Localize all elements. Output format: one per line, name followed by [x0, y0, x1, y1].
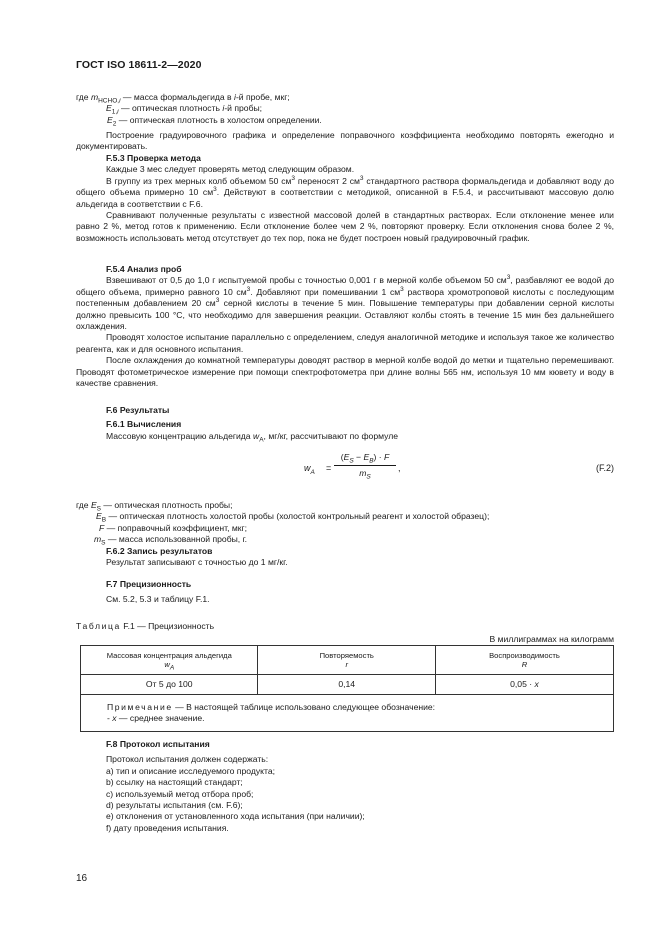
superscript: 3 [213, 186, 217, 194]
table-header-row [81, 646, 614, 675]
section-heading: F.8 Протокол испытания [106, 739, 210, 749]
definition-text: — оптическая плотность холостой пробы (холостой контрольный реагент и холостой образец); [106, 511, 490, 522]
paragraph [76, 431, 614, 442]
section-heading: F.5.4 Анализ проб [106, 264, 182, 274]
symbol: E [106, 103, 112, 114]
symbol: E [96, 511, 102, 522]
definition-text: — оптическая плотность [118, 103, 223, 114]
subscript: S [366, 474, 371, 482]
header-cell-repeatability [258, 646, 435, 675]
section-heading: F.6 Результаты [106, 405, 170, 415]
cell-repeatability: 0,14 [258, 675, 435, 695]
table-note-row [81, 695, 614, 732]
subscript: 2 [112, 120, 117, 128]
cell-concentration: От 5 до 100 [81, 675, 258, 695]
cell-text: 0,05 · [510, 678, 535, 689]
operator: · [376, 452, 385, 462]
text: серной кислоты в течение 5 мин. Повышение температуры при добавлении серной кислоты должно превысить 100 °С, что необходимо для завершения реакции. Оставляют колбы стоять в течение 15 мин без дальнейшего охлаждения. [76, 298, 614, 332]
subscript: 1, [111, 109, 118, 117]
subscript-index: i [119, 97, 121, 105]
subscript: S [101, 539, 106, 547]
definition-text: — оптическая плотность в холостом определении. [116, 114, 322, 125]
text: В группу из трех мерных колб объемом 50 см [106, 175, 292, 186]
definition-text: — поправочный коэффициент, мкг; [104, 522, 248, 533]
section-heading: F.6.2 Запись результатов [106, 546, 213, 556]
formula-number: (F.2) [596, 463, 614, 473]
section-f62 [76, 546, 614, 569]
paragraph [76, 176, 614, 210]
section-f53 [76, 153, 614, 244]
symbol: E [90, 500, 97, 510]
text: раствора хромотроповой кислоты с последующим постепенным добавлением 20 см [76, 286, 614, 309]
definition-e2 [76, 115, 614, 126]
paren: ( [340, 452, 344, 462]
text: Взвешивают от 0,5 до 1,0 г испытуемой пробы с точностью 0,001 г в мерной колбе объемом 50 см [106, 275, 507, 286]
page-number: 16 [76, 873, 88, 884]
paragraph: Проводят холостое испытание параллельно с определением, следуя аналогичной методике и используя такое же количество реагента, как и для основного испытания. [76, 332, 614, 354]
table-units: В миллиграммах на килограмм [489, 634, 614, 644]
superscript: 3 [359, 174, 364, 182]
definition-f [76, 523, 614, 534]
note-text: — В настоящей таблице использовано следующее обозначение: [172, 702, 436, 712]
table-row [81, 675, 614, 695]
symbol: m [359, 468, 367, 479]
document-header: ГОСТ ISO 18611-2—2020 [76, 59, 202, 71]
paragraph: Построение градуировочного графика и определение поправочного коэффициента необходимо повторять ежегодно и документировать. [76, 130, 614, 152]
symbol: E [363, 452, 370, 462]
precision-table [80, 645, 614, 732]
cell-reproducibility [435, 675, 613, 695]
section-f54 [76, 264, 614, 389]
table-note [81, 695, 614, 732]
text: переносят 2 см [295, 175, 360, 186]
subsection-heading: F.6.1 Вычисления [106, 419, 182, 430]
symbol: E [107, 114, 113, 125]
index: i [234, 92, 236, 102]
formula-numerator [334, 452, 396, 466]
definition-text: — оптическая плотность пробы; [101, 500, 233, 510]
superscript: 3 [291, 174, 296, 182]
definition-text: — масса использованной пробы, г. [105, 534, 248, 545]
note-text: - [107, 713, 113, 723]
subscript: A [169, 664, 175, 672]
section-f7 [76, 579, 614, 606]
subscript: A [259, 436, 264, 444]
header-text: Воспроизводимость [489, 651, 560, 660]
formula-equals: = [326, 463, 332, 473]
subscript-index: i [117, 109, 119, 117]
symbol: E [343, 452, 350, 462]
text: Массовую концентрацию альдегида [106, 430, 253, 441]
list-item: e) отклонения от установленного хода испытания (при наличии); [106, 811, 365, 822]
formula-denominator [334, 466, 396, 482]
paragraph: Результат записывают с точностью до 1 мг/кг. [106, 557, 288, 568]
text: . Действуют в соответствии с методикой, описанной в F.5.4, и рассчитывают массовую долю альдегида в соответствии с F.6. [76, 187, 614, 209]
text: , мг/кг, рассчитывают по формуле [263, 430, 399, 441]
symbol: w [164, 660, 170, 669]
text: , разбавляют ее водой до общего объема, примерно равного 10 см [76, 275, 614, 297]
subscript: B [369, 457, 374, 465]
superscript: 3 [246, 285, 251, 293]
section-heading: F.5.3 Проверка метода [106, 153, 201, 163]
paren: ) [373, 452, 377, 462]
definition-prefix: где [76, 92, 89, 102]
definition-text: — масса формальдегида в [120, 92, 235, 102]
caption-text: F.1 — Прецизионность [120, 621, 215, 631]
header-text: Массовая концентрация альдегида [106, 651, 232, 660]
formula-f2 [76, 452, 614, 490]
subscript: HCHO, [98, 97, 120, 105]
text: стандартного раствора формальдегида и добавляют воду до общего объема примерно 10 см [76, 175, 614, 198]
note-text: — среднее значение. [116, 713, 205, 723]
paragraph: Каждые 3 мес следует проверять метод следующим образом. [106, 164, 355, 175]
header-cell-reproducibility [435, 646, 613, 675]
superscript: 3 [400, 285, 404, 293]
definitions-block-1 [76, 92, 614, 126]
caption-word: Таблица [76, 621, 121, 631]
definition-eb [76, 511, 614, 525]
paragraph: См. 5.2, 5.3 и таблицу F.1. [106, 594, 210, 605]
section-f6 [76, 405, 614, 442]
list-item: b) ссылку на настоящий стандарт; [106, 777, 243, 788]
symbol: w [252, 430, 260, 441]
subscript: B [101, 517, 107, 525]
definition-e1 [76, 103, 614, 117]
superscript: 3 [215, 297, 220, 305]
symbol: m [94, 534, 102, 545]
symbol: F [99, 522, 105, 533]
symbol: x [534, 678, 539, 689]
note-word: Примечание [107, 702, 173, 712]
symbol: m [90, 92, 99, 102]
subscript: A [310, 468, 315, 476]
symbol: F [384, 452, 390, 462]
definition-text: -й пробе, мкг; [235, 92, 290, 102]
symbol: w [304, 463, 311, 473]
definition-es [76, 500, 614, 511]
symbol: R [521, 660, 528, 669]
definitions-block-2 [76, 500, 614, 546]
section-f8 [76, 739, 614, 834]
list-item: f) дату проведения испытания. [106, 822, 229, 833]
symbol: x [112, 713, 117, 723]
list-item: a) тип и описание исследуемого продукта; [106, 765, 276, 776]
subscript: S [96, 505, 102, 513]
definition-ms [76, 534, 614, 545]
definition-m-hcho [76, 92, 614, 103]
index: i [222, 103, 225, 114]
paragraph [76, 275, 614, 332]
header-cell-concentration [81, 646, 258, 675]
formula-lhs [304, 463, 315, 474]
formula-fraction [334, 452, 396, 480]
symbol: r [345, 660, 348, 669]
text: . Добавляют при помешивании 1 см [250, 286, 401, 297]
operator: − [353, 452, 364, 462]
paragraph: Протокол испытания должен содержать: [106, 754, 269, 765]
paragraph: Сравнивают полученные результаты с известной массовой долей в стандартных растворах. Если отклонение менее или равно 2 %, метод готов к применению. Если отклонение более чем 2 %, повторяют проверку. Если отклонения снова более 2 %, возможность использовать метод отсутствует до тех пор, пока не будет построен новый градуировочный график. [76, 210, 614, 243]
list-item: d) результаты испытания (см. F.6); [106, 800, 243, 811]
definition-prefix: где [76, 500, 89, 510]
graph-paragraph-block [76, 130, 614, 153]
list-item: c) используемый метод отбора проб; [106, 788, 254, 799]
header-text: Повторяемость [319, 651, 374, 660]
section-heading: F.7 Прецизионность [106, 579, 192, 589]
formula-comma: , [398, 463, 401, 473]
protocol-list [76, 766, 614, 834]
paragraph: После охлаждения до комнатной температуры доводят раствор в мерной колбе водой до метки и тщательно перемешивают. Проводят фотометрическое измерение при помощи спектрофотометра при длине волны 565 нм, используя 10 мм кювету и воду в качестве сравнения. [76, 355, 614, 389]
definition-text: -й пробы; [224, 103, 263, 114]
subscript: S [349, 457, 354, 465]
superscript: 3 [506, 274, 511, 282]
table-caption [76, 621, 214, 632]
